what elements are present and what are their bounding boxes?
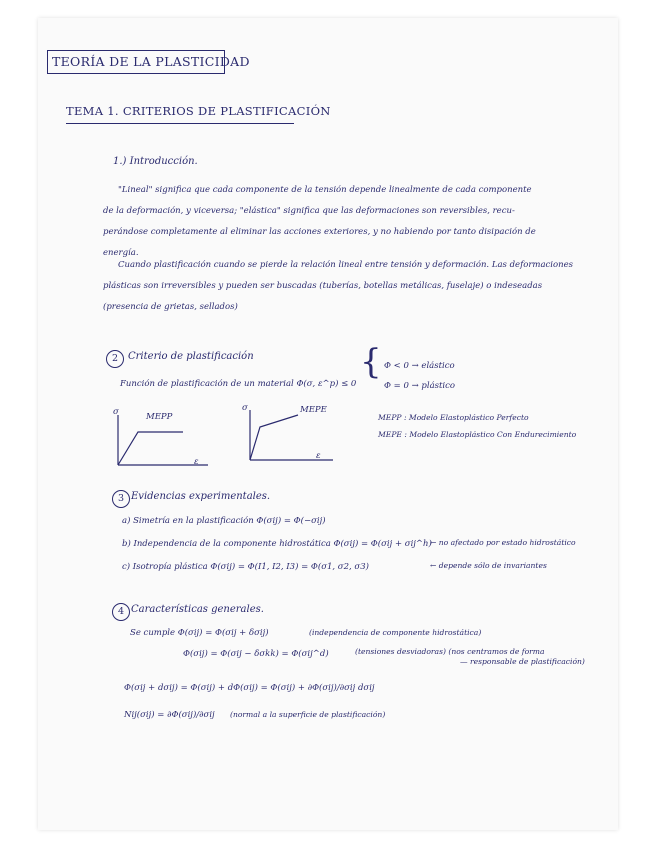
s4-line-2-note: (tensiones desviadoras) (nos centramos de forma — [355, 647, 545, 656]
s1-p1-line-4: energía. — [103, 248, 139, 258]
s2-case-plastic: Φ = 0 → plástico — [384, 381, 456, 391]
s1-p1-line-2: de la deformación, y viceversa; "elástica" significa que las deformaciones son reversibles, recu- — [103, 206, 515, 216]
tema-underline — [66, 123, 294, 124]
s1-p1-line-3: perándose completamente al eliminar las acciones exteriores, y no habiendo por tanto disipación de — [103, 227, 536, 237]
s3-item-a: a) Simetría en la plastificación Φ(σij) = Φ(−σij) — [122, 516, 326, 526]
graph-mepe — [238, 405, 343, 465]
section-1-heading: 1.) Introducción. — [113, 156, 198, 167]
s4-line-4: Nij(σij) = ∂Φ(σij)/∂σij — [124, 710, 215, 720]
graph-mepe-y-axis: σ — [242, 403, 248, 413]
s3-item-b-note: ← no afectado por estado hidrostático — [430, 538, 576, 547]
s2-function: Función de plastificación de un material Φ(σ, ε^p) ≤ 0 — [120, 379, 357, 389]
s3-item-c-note: ← depende sólo de invariantes — [430, 561, 547, 570]
section-2-number: 2 — [106, 350, 124, 368]
s1-p2-line-2: plásticas son irreversibles y pueden ser buscadas (tuberías, botellas metálicas, fuselaje) o indeseadas — [103, 281, 543, 291]
tema-heading: TEMA 1. CRITERIOS DE PLASTIFICACIÓN — [66, 104, 331, 118]
s2-case-elastic: Φ < 0 → elástico — [384, 361, 455, 371]
section-4-number: 4 — [112, 603, 130, 621]
def-mepe: MEPE : Modelo Elastoplástico Con Endurecimiento — [378, 430, 577, 439]
s4-line-4-note: (normal a la superficie de plastificación) — [230, 710, 386, 719]
s1-p2-line-3: (presencia de grietas, sellados) — [103, 302, 238, 312]
section-3-heading: Evidencias experimentales. — [131, 491, 271, 502]
graph-mepe-label: MEPE — [300, 405, 327, 415]
graph-mepp-y-axis: σ — [113, 407, 119, 417]
graph-mepp-x-axis: ε — [194, 457, 199, 467]
s4-line-3: Φ(σij + dσij) = Φ(σij) + dΦ(σij) = Φ(σij) + ∂Φ(σij)/∂σij dσij — [124, 683, 375, 693]
page-title: TEORÍA DE LA PLASTICIDAD — [52, 54, 250, 69]
section-2-heading: Criterio de plastificación — [128, 351, 254, 362]
s4-line-1: Se cumple Φ(σij) = Φ(σij + δσij) — [130, 628, 269, 638]
s1-p1-line-1: "Lineal" significa que cada componente de la tensión depende linealmente de cada componente — [118, 185, 532, 195]
s4-line-1-note: (independencia de componente hidrostática) — [309, 628, 482, 637]
s1-p2-line-1: Cuando plastificación cuando se pierde la relación lineal entre tensión y deformación. Las deformaciones — [118, 260, 573, 270]
brace-icon: { — [360, 342, 382, 382]
section-4-heading: Características generales. — [131, 604, 264, 615]
s3-item-b: b) Independencia de la componente hidrostática Φ(σij) = Φ(σij + σij^h) — [122, 539, 432, 549]
graph-mepp-label: MEPP — [146, 412, 173, 422]
s4-line-2-note-2: — responsable de plastificación) — [460, 657, 585, 666]
s3-item-c: c) Isotropía plástica Φ(σij) = Φ(I1, I2, I3) = Φ(σ1, σ2, σ3) — [122, 562, 369, 572]
section-3-number: 3 — [112, 490, 130, 508]
s4-line-2: Φ(σij) = Φ(σij − δσkk) = Φ(σij^d) — [183, 649, 329, 659]
graph-mepe-x-axis: ε — [316, 451, 321, 461]
def-mepp: MEPP : Modelo Elastoplástico Perfecto — [378, 413, 529, 422]
